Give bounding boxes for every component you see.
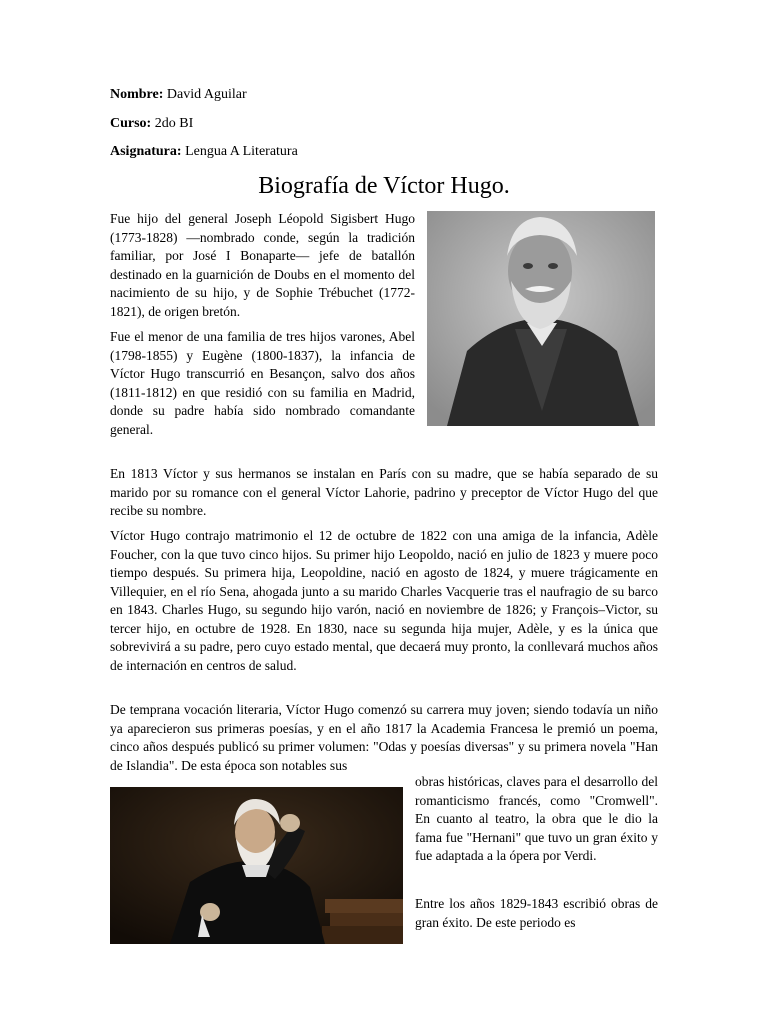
- paragraph-4: Víctor Hugo contrajo matrimonio el 12 de octubre de 1822 con una amiga de la infancia, Adèle Foucher, con la que tuvo cinco hijos. Su primer hijo Leopoldo, nació en julio de 1823 y muere poco tiempo después. Su primera hija, Leopoldine, nació en agosto de 1824, y muere trágicamente en Villequier, en el río Sena, ahogada junto a su marido Charles Vacquerie tras el naufragio de su barco en 1843. Charles Hugo, su segundo hijo varón, nació en noviembre de 1826; y François–Victor, su tercer hijo, en octubre de 1928. En 1830, nace su segunda hija mujer, Adèle, y es la única que sobrevivirá a su padre, pero cuyo estado mental, que decaerá muy pronto, la conllevará muchos años de internación en centros de salud.: [110, 528, 658, 673]
- portrait-photo: [427, 211, 655, 426]
- subject-label: Asignatura:: [110, 144, 182, 159]
- paragraph-6: obras históricas, claves para el desarrollo del romanticismo francés, como "Cromwell". En cuanto al teatro, la obra que le dio la fama fue "Hernani" que tuvo un gran éxito y fue adaptada a la ópera por Verdi.: [415, 774, 658, 863]
- subject-line: [110, 143, 298, 161]
- paragraph-2: Fue el menor de una familia de tres hijos varones, Abel (1798-1855) y Eugène (1800-1837), la infancia de Víctor Hugo transcurrió en Besançon, salvo dos años (1811-1812) en que residió con su familia en Madrid, donde su padre había sido nombrado comandante general.: [110, 329, 415, 437]
- course-line: [110, 115, 193, 133]
- paragraph-7: Entre los años 1829-1843 escribió obras de gran éxito. De este periodo es: [415, 896, 658, 930]
- paragraph-3: En 1813 Víctor y sus hermanos se instalan en París con su madre, que se había separado de su marido por su romance con el general Víctor Lahorie, padrino y preceptor de Víctor Hugo del que recibe su nombre.: [110, 466, 658, 518]
- name-value: David Aguilar: [163, 87, 247, 102]
- course-label: Curso:: [110, 116, 152, 131]
- painting-photo: [110, 787, 403, 944]
- paragraph-1: Fue hijo del general Joseph Léopold Sigisbert Hugo (1773-1828) —nombrado conde, según la tradición familiar, por José I Bonaparte— jefe de batallón destinado en la guarnición de Doubs en el momento del nacimiento de su hijo, y de Sophie Trébuchet (1772-1821), de origen bretón.: [110, 211, 415, 319]
- paragraph-5: De temprana vocación literaria, Víctor Hugo comenzó su carrera muy joven; siendo todavía un niño ya aparecieron sus primeras poesías, y en el año 1817 la Academia Francesa le premió un poema, cinco años después publicó su primer volumen: "Odas y poesías diversas" y su primera novela "Han de Islandia". De esta época son notables sus: [110, 702, 658, 773]
- subject-value: Lengua A Literatura: [181, 144, 298, 159]
- page-title: Biografía de Víctor Hugo.: [258, 173, 510, 199]
- name-label: Nombre:: [110, 87, 164, 102]
- course-value: 2do BI: [151, 116, 194, 131]
- student-name-line: [110, 86, 247, 104]
